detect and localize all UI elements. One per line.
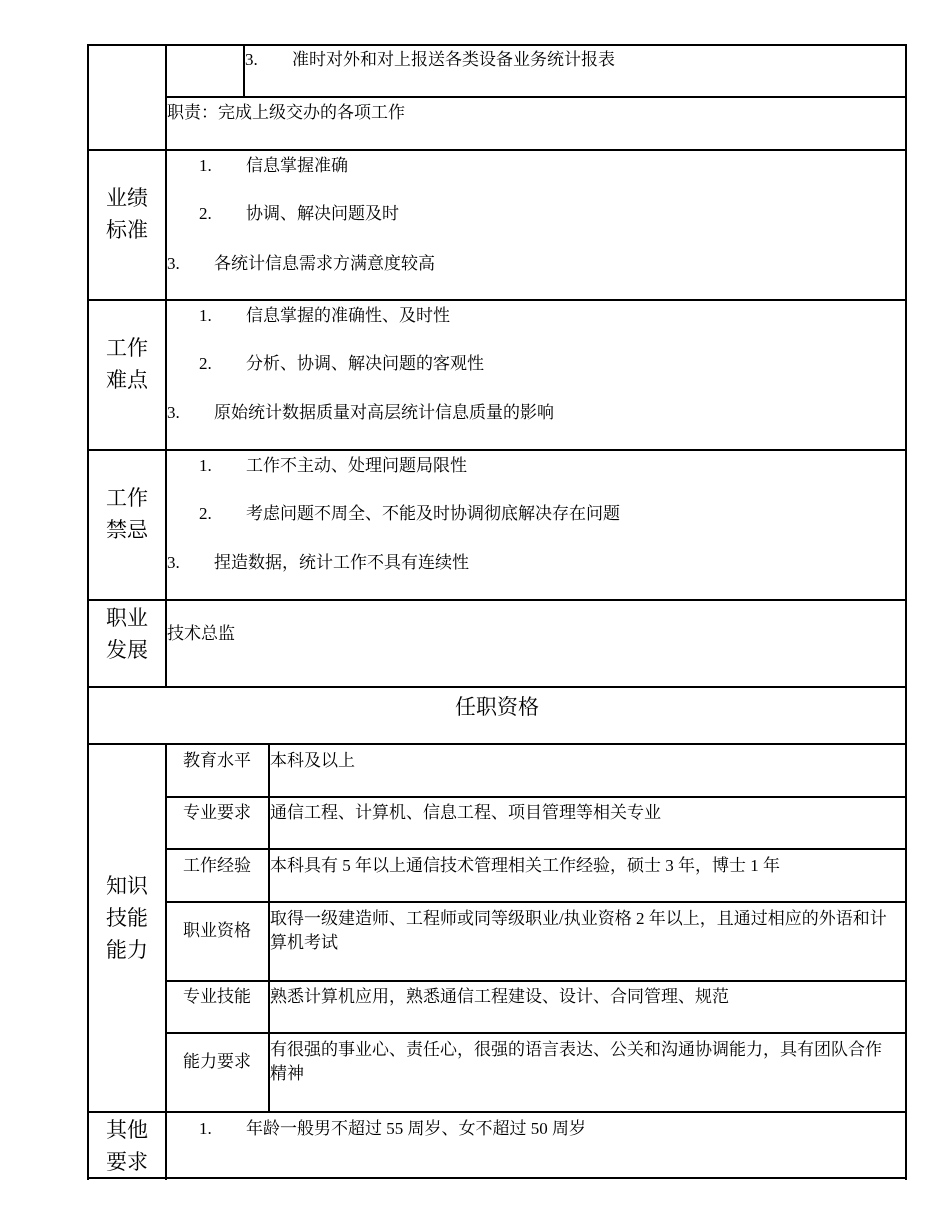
list-item-text: 协调、解决问题及时 [246, 204, 399, 223]
list-item-number: 3. [167, 254, 180, 273]
career-development-text: 技术总监 [167, 624, 235, 643]
label-line: 其他 [106, 1118, 148, 1142]
list-item-number: 2. [199, 204, 212, 223]
row-line [165, 796, 907, 798]
label-line: 禁忌 [106, 518, 148, 542]
list-item-text: 原始统计数据质量对高层统计信息质量的影响 [214, 403, 554, 422]
list-item-number: 1. [199, 1119, 212, 1138]
qualification-value: 熟悉计算机应用，熟悉通信工程建设、设计、合同管理、规范 [270, 987, 729, 1006]
qualification-key: 专业技能 [183, 987, 251, 1006]
label-line: 职业 [106, 606, 148, 630]
list-item-number: 1. [199, 156, 212, 175]
row-line [165, 901, 907, 903]
label-column-divider [165, 44, 167, 688]
qualification-key: 工作经验 [183, 856, 251, 875]
list-item-number: 3. [167, 403, 180, 422]
qualification-value: 取得一级建造师、工程师或同等级职业/执业资格 2 年以上，且通过相应的外语和计算机考试 [270, 909, 887, 952]
row-line [87, 1111, 907, 1113]
row-line [165, 96, 907, 98]
list-item-text: 年龄一般男不超过 55 周岁、女不超过 50 周岁 [246, 1119, 586, 1138]
label-line: 能力 [106, 938, 148, 962]
table-border-bottom [87, 1177, 907, 1179]
row-line [165, 980, 907, 982]
row-line [165, 848, 907, 850]
list-item-text: 各统计信息需求方满意度较高 [214, 254, 435, 273]
label-line: 工作 [106, 336, 148, 360]
list-item-text: 考虑问题不周全、不能及时协调彻底解决存在问题 [246, 504, 620, 523]
table-border-top [87, 44, 907, 46]
label-line: 知识 [106, 874, 148, 898]
label-line: 难点 [106, 368, 148, 392]
qualification-key: 职业资格 [183, 921, 251, 940]
qualification-key: 能力要求 [183, 1052, 251, 1071]
qualification-value: 本科及以上 [270, 751, 355, 770]
list-item-number: 2. [199, 504, 212, 523]
responsibility-text: 职责：完成上级交办的各项工作 [167, 103, 405, 122]
row-line [87, 149, 907, 151]
row-line [87, 743, 907, 745]
career-development-label [89, 602, 165, 666]
list-item-number: 2. [199, 354, 212, 373]
row-line [87, 299, 907, 301]
qualification-key: 专业要求 [183, 803, 251, 822]
row-line [165, 1032, 907, 1034]
duty-item-text: 准时对外和对上报送各类设备业务统计报表 [292, 50, 615, 69]
duty-item-number: 3. [245, 50, 258, 69]
qualifications-title: 任职资格 [455, 695, 539, 719]
qualification-value: 通信工程、计算机、信息工程、项目管理等相关专业 [270, 803, 661, 822]
table-border-right [905, 44, 907, 1180]
label-line: 标准 [106, 218, 148, 242]
work-taboos-label [89, 482, 165, 546]
performance-standards-label [89, 182, 165, 246]
list-item-number: 1. [199, 306, 212, 325]
label-line: 技能 [106, 906, 148, 930]
label-line: 要求 [106, 1150, 148, 1174]
other-requirements-label [89, 1114, 165, 1178]
list-item-text: 捏造数据，统计工作不具有连续性 [214, 553, 469, 572]
work-difficulties-label [89, 332, 165, 396]
qualification-value: 有很强的事业心、责任心，很强的语言表达、公关和沟通协调能力，具有团队合作精神 [270, 1040, 882, 1083]
label-line: 发展 [106, 638, 148, 662]
list-item-text: 分析、协调、解决问题的客观性 [246, 354, 484, 373]
list-item-text: 信息掌握准确 [246, 156, 348, 175]
label-line: 工作 [106, 486, 148, 510]
list-item-number: 3. [167, 553, 180, 572]
row-line [87, 686, 907, 688]
label-line: 业绩 [106, 186, 148, 210]
list-item-text: 信息掌握的准确性、及时性 [246, 306, 450, 325]
qualification-key: 教育水平 [183, 751, 251, 770]
row-line [87, 449, 907, 451]
list-item-number: 1. [199, 456, 212, 475]
row-line [87, 599, 907, 601]
knowledge-skills-label [89, 870, 165, 966]
list-item-text: 工作不主动、处理问题局限性 [246, 456, 467, 475]
qualification-value: 本科具有 5 年以上通信技术管理相关工作经验，硕士 3 年，博士 1 年 [270, 856, 780, 875]
